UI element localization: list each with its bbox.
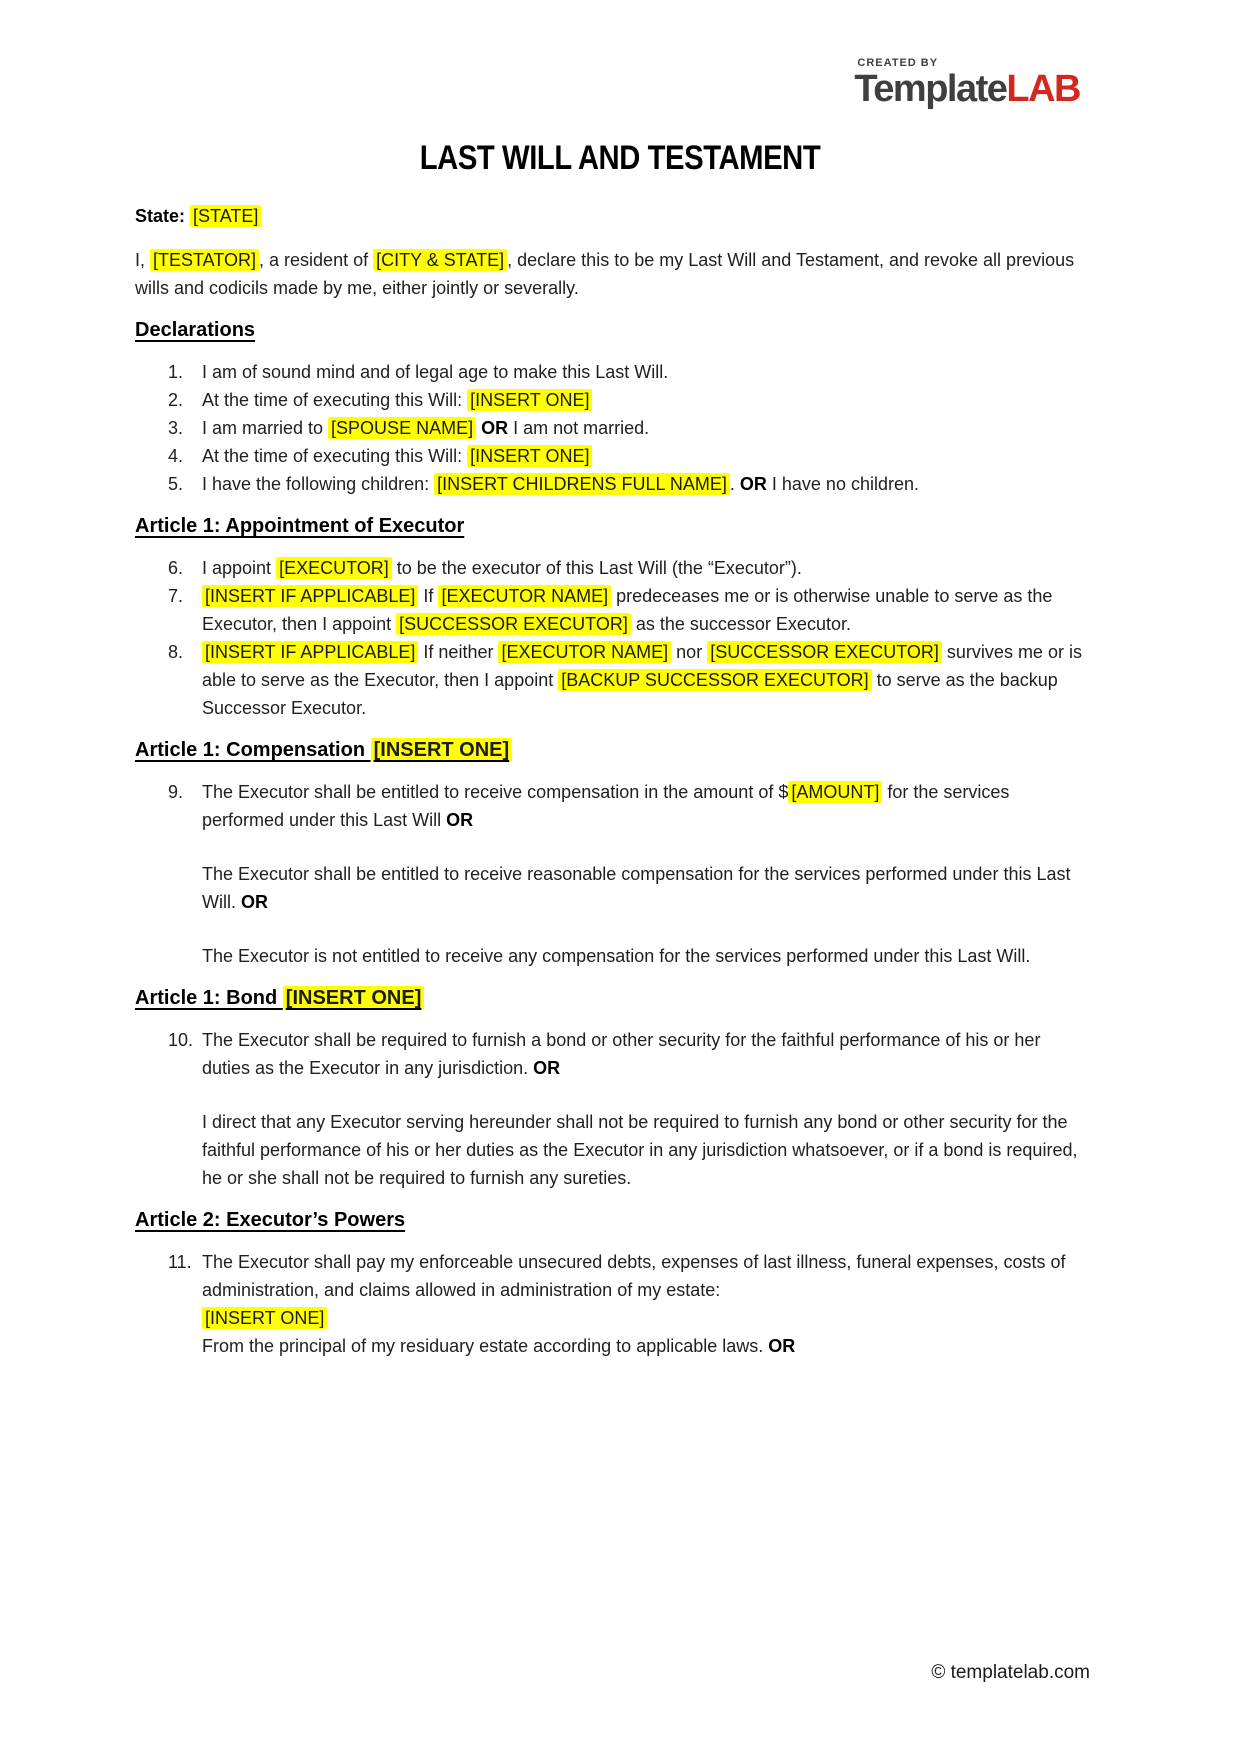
list-item-number: 9. — [168, 782, 184, 802]
list-item-text — [202, 1026, 1090, 1192]
footer-copyright: © templatelab.com — [931, 1662, 1090, 1683]
text-run: I am not married. — [508, 418, 650, 438]
list-paragraph — [202, 860, 1090, 916]
list-item — [135, 638, 1090, 722]
brand-primary-text: Template — [854, 68, 1007, 110]
placeholder-field: [TESTATOR] — [150, 249, 259, 271]
text-run: If neither — [418, 642, 499, 662]
list-paragraph — [202, 386, 1090, 414]
placeholder-field: [EXECUTOR NAME] — [438, 585, 611, 607]
list-item — [135, 778, 1090, 970]
text-run: Article 2: Executor’s Powers — [135, 1209, 406, 1231]
templatelab-wordmark — [854, 68, 1080, 110]
text-run: From the principal of my residuary estate according to applicable laws. — [202, 1336, 769, 1356]
list-item-text — [202, 778, 1090, 970]
list-paragraph — [202, 638, 1090, 722]
text-run: I am of sound mind and of legal age to make this Last Will. — [202, 362, 669, 382]
placeholder-field: [SUCCESSOR EXECUTOR] — [707, 641, 942, 663]
list-item — [135, 358, 1090, 386]
list-item-number: 6. — [168, 558, 184, 578]
placeholder-field: [CITY & STATE] — [373, 249, 507, 271]
bold-text: OR — [739, 474, 767, 494]
placeholder-field: [INSERT ONE] — [371, 738, 513, 762]
list-paragraph — [202, 1332, 1090, 1360]
article1-compensation-heading — [135, 736, 1090, 764]
list-paragraph — [202, 470, 1090, 498]
placeholder-field: [INSERT ONE] — [202, 1307, 327, 1329]
placeholder-field: [INSERT IF APPLICABLE] — [202, 641, 418, 663]
list-item-text — [202, 414, 1090, 442]
list-paragraph — [202, 942, 1090, 970]
list-paragraph — [202, 1304, 1090, 1332]
list-item-number: 8. — [168, 642, 184, 662]
text-run: Article 1: Bond — [135, 987, 283, 1009]
list-item-text — [202, 386, 1090, 414]
text-run: The Executor shall be entitled to receive compensation in the amount of $ — [202, 782, 789, 802]
text-run: , a resident of — [259, 250, 374, 270]
text-run: to serve as the backup Successor Executor. — [202, 670, 1058, 718]
article2-powers-heading — [135, 1206, 1090, 1234]
state-line — [135, 202, 1090, 230]
list-item-text — [202, 582, 1090, 638]
text-run: Declarations — [135, 319, 256, 341]
text-run: predeceases me or is otherwise unable to serve as the Executor, then I appoint — [202, 586, 1053, 634]
text-run: I have the following children: — [202, 474, 435, 494]
text-run: I direct that any Executor serving hereunder shall not be required to furnish any bond or other security for the faithful performance of his or her duties as the Executor in any jurisdiction whatsoever, or if a bond is required, he or she shall not be required to furnish any sureties. — [202, 1112, 1078, 1188]
list-paragraph — [202, 358, 1090, 386]
placeholder-field: [SUCCESSOR EXECUTOR] — [396, 613, 631, 635]
list-item — [135, 386, 1090, 414]
list-paragraph — [202, 1248, 1090, 1304]
list-item-number: 11. — [168, 1252, 192, 1272]
text-run: survives me or is able to serve as the Executor, then I appoint — [202, 642, 1082, 690]
list-paragraph — [202, 414, 1090, 442]
text-run: for the services performed under this Last Will — [202, 782, 1010, 830]
list-paragraph — [202, 778, 1090, 834]
placeholder-field: [SPOUSE NAME] — [328, 417, 476, 439]
list-item — [135, 1026, 1090, 1192]
placeholder-field: [INSERT ONE] — [467, 445, 592, 467]
list-item-number: 2. — [168, 390, 184, 410]
text-run: . — [729, 474, 740, 494]
list-paragraph — [202, 1108, 1090, 1192]
list-item-number: 1. — [168, 362, 184, 382]
placeholder-field: [AMOUNT] — [788, 781, 882, 803]
list-item-number: 3. — [168, 418, 184, 438]
article1-appointment-heading — [135, 512, 1090, 540]
text-run: The Executor is not entitled to receive any compensation for the services performed under this Last Will. — [202, 946, 1031, 966]
text-run: , declare this to be my Last Will and Testament, and revoke all previous wills and codicils made by me, either jointly or severally. — [135, 250, 1075, 298]
placeholder-field: [INSERT CHILDRENS FULL NAME] — [434, 473, 730, 495]
declarations-heading — [135, 316, 1090, 344]
placeholder-field: [BACKUP SUCCESSOR EXECUTOR] — [558, 669, 871, 691]
bold-text: OR — [481, 418, 509, 438]
list-item-number: 10. — [168, 1030, 194, 1050]
placeholder-field: [EXECUTOR NAME] — [498, 641, 671, 663]
list-paragraph — [202, 582, 1090, 638]
article1-bond-heading — [135, 984, 1090, 1012]
list-item-number: 7. — [168, 586, 184, 606]
list-item — [135, 442, 1090, 470]
text-run: I appoint — [202, 558, 277, 578]
list-item-text — [202, 442, 1090, 470]
text-run: At the time of executing this Will: — [202, 390, 468, 410]
list-item-text — [202, 358, 1090, 386]
page-header — [0, 0, 1240, 118]
list-item-text — [202, 554, 1090, 582]
list-paragraph — [202, 554, 1090, 582]
text-run: I, — [135, 250, 151, 270]
list-item-number: 4. — [168, 446, 184, 466]
bold-text: OR — [533, 1058, 561, 1078]
list-item-text — [202, 638, 1090, 722]
created-by-label: CREATED BY — [857, 57, 939, 69]
list-item — [135, 554, 1090, 582]
text-run: as the successor Executor. — [630, 614, 851, 634]
page-title: LAST WILL AND TESTAMENT — [419, 139, 821, 177]
text-run: If — [418, 586, 439, 606]
placeholder-field: [INSERT IF APPLICABLE] — [202, 585, 418, 607]
text-run: Article 1: Compensation — [135, 739, 371, 761]
templatelab-logo — [854, 58, 1080, 108]
list-item-text — [202, 470, 1090, 498]
placeholder-field: [EXECUTOR] — [276, 557, 392, 579]
bold-text: OR — [768, 1336, 796, 1356]
list-paragraph — [202, 442, 1090, 470]
placeholder-field: [INSERT ONE] — [283, 986, 425, 1010]
list-item — [135, 414, 1090, 442]
intro-paragraph — [135, 246, 1090, 302]
text-run: The Executor shall be entitled to receive reasonable compensation for the services performed under this Last Will. — [202, 864, 1071, 912]
bold-text: OR — [241, 892, 268, 912]
text-run: The Executor shall be required to furnish a bond or other security for the faithful performance of his or her duties as the Executor in any jurisdiction. — [202, 1030, 1041, 1078]
bold-text: OR — [446, 810, 474, 830]
list-item-number: 5. — [168, 474, 184, 494]
placeholder-field: [INSERT ONE] — [467, 389, 592, 411]
bold-text: State: — [135, 206, 186, 226]
list-item — [135, 470, 1090, 498]
text-run: At the time of executing this Will: — [202, 446, 468, 466]
list-item — [135, 1248, 1090, 1360]
brand-accent-text: LAB — [1006, 68, 1080, 110]
text-run: nor — [671, 642, 708, 662]
text-run: The Executor shall pay my enforceable unsecured debts, expenses of last illness, funeral expenses, costs of administration, and claims allowed in administration of my estate: — [202, 1252, 1066, 1300]
placeholder-field: [STATE] — [190, 205, 261, 227]
text-run: I have no children. — [766, 474, 919, 494]
list-paragraph — [202, 1026, 1090, 1082]
list-item-text — [202, 1248, 1090, 1360]
text-run: I am married to — [202, 418, 329, 438]
text-run: Article 1: Appointment of Executor — [135, 515, 465, 537]
text-run: to be the executor of this Last Will (the “Executor”). — [391, 558, 802, 578]
list-item — [135, 582, 1090, 638]
document-body — [0, 202, 1240, 1360]
